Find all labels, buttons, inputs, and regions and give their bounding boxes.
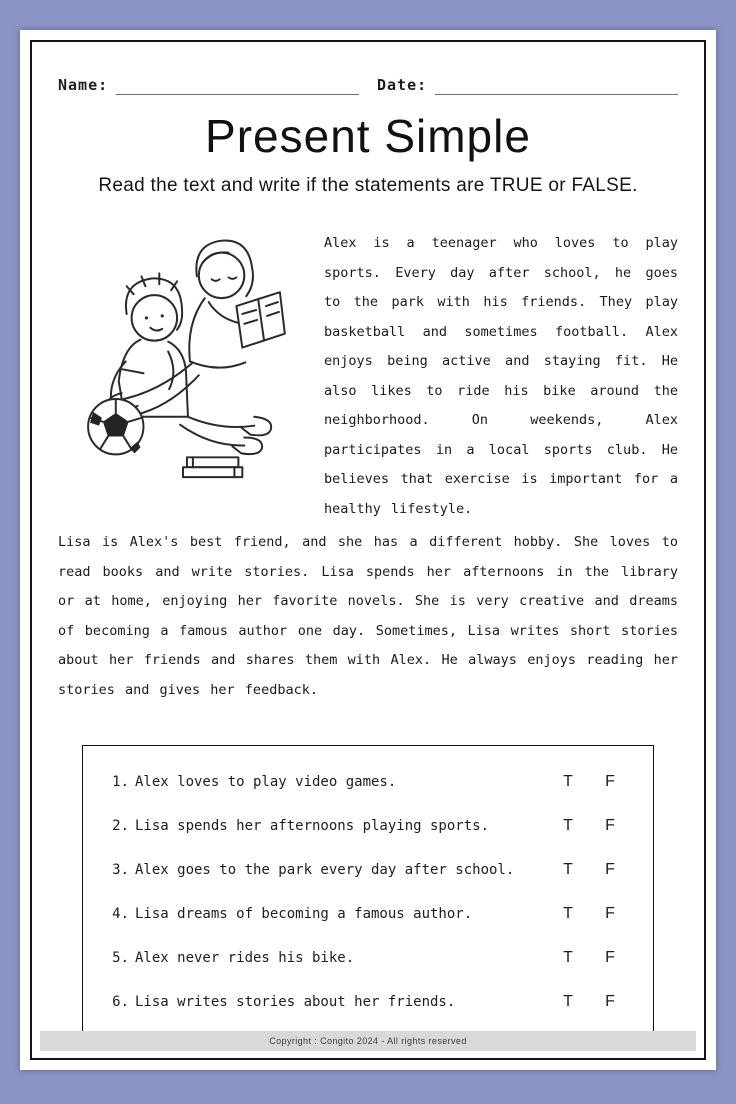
statement-number: 4. — [112, 906, 129, 922]
false-option-5[interactable]: F — [605, 949, 615, 966]
false-option-6[interactable]: F — [605, 993, 615, 1010]
statement-text: Alex goes to the park every day after school. — [135, 862, 515, 878]
true-false-quiz-box — [82, 745, 654, 1039]
quiz-row-1 — [109, 760, 631, 804]
quiz-row-6 — [109, 980, 631, 1024]
false-option-2[interactable]: F — [605, 817, 615, 834]
statement-number: 1. — [112, 774, 129, 790]
name-group — [58, 76, 359, 95]
true-option-3[interactable]: T — [563, 861, 573, 878]
soccer-ball-icon — [88, 399, 143, 454]
footer-bar — [40, 1031, 696, 1051]
statement-number: 6. — [112, 994, 129, 1010]
statement-number: 5. — [112, 950, 129, 966]
statement-number: 3. — [112, 862, 129, 878]
date-group — [377, 76, 678, 95]
reading-passage-alex: Alex is a teenager who loves to play sports. Every day after school, he goes to the park with his friends. They play basketball and sometimes football. Alex enjoys being active and staying fit. He also likes to ride his bike around the neighborhood. On weekends, Alex participates in a local sports club. He believes that exercise is important for a healthy lifestyle. — [324, 235, 678, 517]
worksheet-page — [20, 30, 716, 1070]
quiz-row-4 — [109, 892, 631, 936]
instructions-text: Read the text and write if the statements are TRUE or FALSE. — [98, 175, 638, 196]
passage-section — [58, 223, 678, 524]
copyright-text: Copyright : Congito 2024 - All rights reserved — [269, 1036, 467, 1046]
name-label: Name: — [58, 76, 109, 94]
name-input-line[interactable] — [116, 77, 359, 95]
page-title: Present Simple — [205, 110, 531, 162]
statement-text: Alex never rides his bike. — [135, 950, 355, 966]
statement-number: 2. — [112, 818, 129, 834]
statement-text: Lisa writes stories about her friends. — [135, 994, 456, 1010]
true-option-6[interactable]: T — [563, 993, 573, 1010]
statement-text: Lisa spends her afternoons playing sports. — [135, 818, 490, 834]
true-option-2[interactable]: T — [563, 817, 573, 834]
statement-text: Alex loves to play video games. — [135, 774, 397, 790]
date-input-line[interactable] — [435, 77, 678, 95]
true-option-1[interactable]: T — [563, 773, 573, 790]
statement-text: Lisa dreams of becoming a famous author. — [135, 906, 473, 922]
date-label: Date: — [377, 76, 428, 94]
children-illustration — [58, 223, 310, 485]
true-option-5[interactable]: T — [563, 949, 573, 966]
quiz-row-3 — [109, 848, 631, 892]
false-option-1[interactable]: F — [605, 773, 615, 790]
reading-passage-lisa: Lisa is Alex's best friend, and she has a different hobby. She loves to read books and write stories. Lisa spends her afternoons in the library or at home, enjoying her favorite novels. She is very creative and dreams of becoming a famous author one day. Sometimes, Lisa writes short stories about her friends and shares them with Alex. He always enjoys reading her stories and gives her feedback. — [58, 534, 678, 698]
quiz-row-5 — [109, 936, 631, 980]
worksheet-frame — [30, 40, 706, 1060]
false-option-4[interactable]: F — [605, 905, 615, 922]
false-option-3[interactable]: F — [605, 861, 615, 878]
quiz-row-2 — [109, 804, 631, 848]
girl-hair — [196, 241, 253, 297]
true-option-4[interactable]: T — [563, 905, 573, 922]
name-date-row — [58, 76, 678, 95]
book-stack — [187, 457, 238, 467]
